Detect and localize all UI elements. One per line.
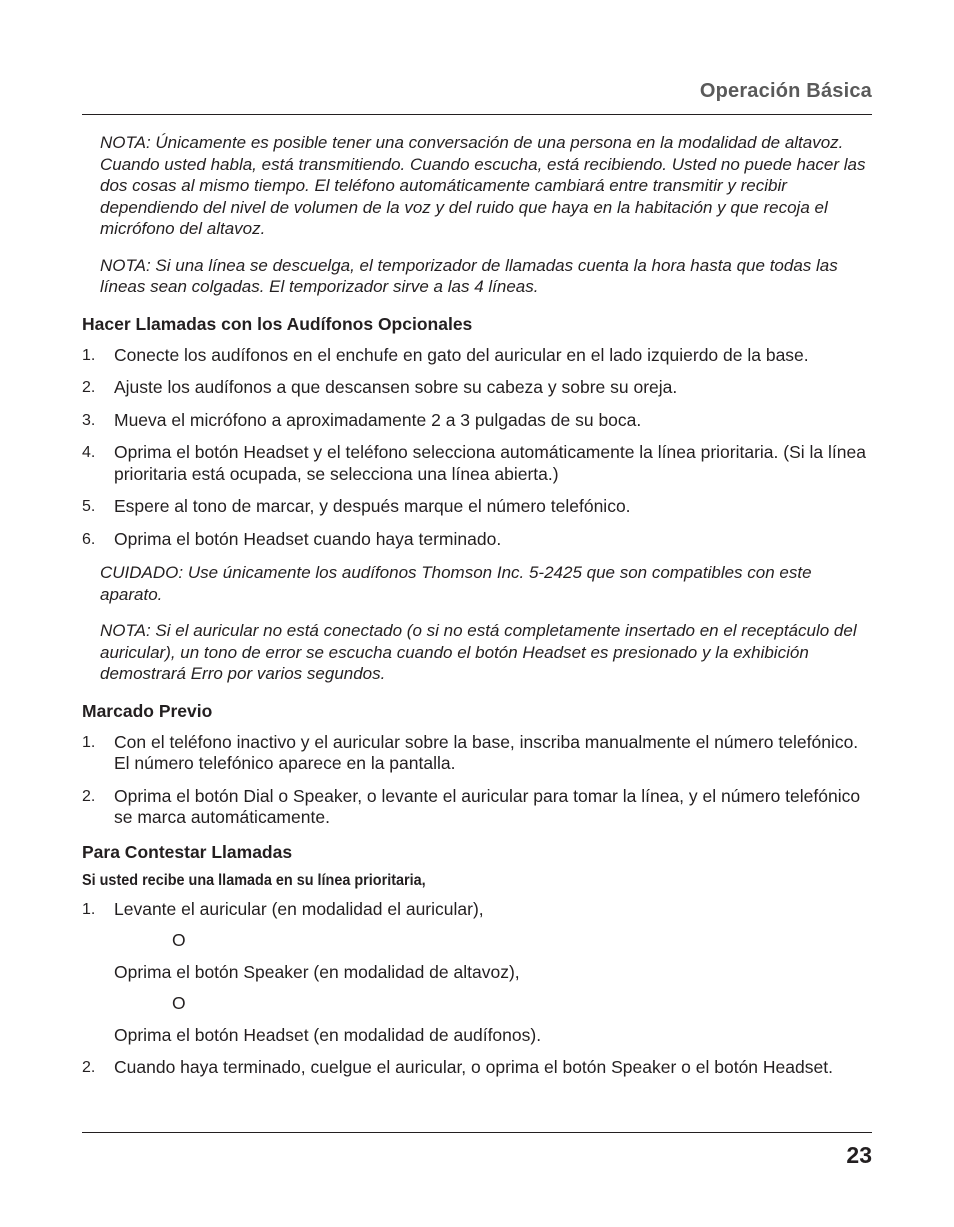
page-content (82, 132, 872, 1091)
page-number: 23 (846, 1142, 872, 1168)
list-item: 2. Cuando haya terminado, cuelgue el auricular, o oprima el botón Speaker o el botón Headset. (82, 1057, 833, 1077)
list-item: 4. Oprima el botón Headset y el teléfono selecciona automáticamente la línea prioritaria. (Si la línea prioritaria está ocupada, se selecciona una línea abierta.) (82, 442, 866, 484)
list-item: 5. Espere al tono de marcar, y después marque el número telefónico. (82, 496, 631, 516)
headset-steps-list (82, 345, 872, 551)
subheading-priority-line: Si usted recibe una llamada en su línea prioritaria, (82, 871, 426, 889)
note-call-timer: NOTA: Si una línea se descuelga, el temporizador de llamadas cuenta la hora hasta que todas las líneas sean colgadas. El temporizador sirve a las 4 líneas. (100, 255, 838, 296)
list-item: 2. Ajuste los audífonos a que descansen sobre su cabeza y sobre su oreja. (82, 377, 678, 397)
list-item: 1. Con el teléfono inactivo y el auricular sobre la base, inscriba manualmente el número telefónico. El número telefónico aparece en la pantalla. (82, 731, 859, 773)
list-item: 2. Oprima el botón Dial o Speaker, o levante el auricular para tomar la línea, y el número telefónico se marca automáticamente. (82, 785, 861, 827)
header-rule (82, 114, 872, 115)
list-item: 1. Levante el auricular (en modalidad el auricular), O Oprima el botón Speaker (en modalidad de altavoz), O Oprima el botón Headset (en modalidad de audífonos). (82, 899, 872, 1047)
predial-steps-list (82, 732, 872, 829)
heading-answer-calls: Para Contestar Llamadas (82, 841, 293, 862)
section-header-title: Operación Básica (699, 80, 872, 102)
footer-rule (82, 1132, 872, 1133)
list-item: 1. Conecte los audífonos en el enchufe en gato del auricular en el lado izquierdo de la base. (82, 344, 809, 365)
note-headset-error: NOTA: Si el auricular no está conectado (o si no está completamente insertado en el receptáculo del auricular), un tono de error se escucha cuando el botón Headset es presionado y la exhibición demostrará Erro por varios segundos. (100, 621, 857, 683)
answer-option-handset: Levante el auricular (en modalidad el auricular), (114, 898, 484, 919)
list-item: 6. Oprima el botón Headset cuando haya terminado. (82, 528, 502, 549)
caution-headset-model: CUIDADO: Use únicamente los audífonos Thomson Inc. 5-2425 que son compatibles con este aparato. (100, 563, 812, 604)
answer-steps-list (82, 899, 872, 1079)
or-separator: O (172, 930, 186, 950)
heading-predial: Marcado Previo (82, 700, 213, 721)
note-speakerphone: NOTA: Únicamente es posible tener una conversación de una persona en la modalidad de altavoz. Cuando usted habla, está transmitiendo. Cuando escucha, está recibiendo. Usted no puede hacer las dos cosas al mismo tiempo. El teléfono automáticamente cambiará entre transmitir y recibir dependiendo del nivel de volumen de la voz y del ruido que haya en la habitación y que recoja el micrófono del altavoz. (100, 133, 866, 238)
answer-option-speaker: Oprima el botón Speaker (en modalidad de altavoz), (114, 961, 520, 982)
list-item: 3. Mueva el micrófono a aproximadamente 2 a 3 pulgadas de su boca. (82, 409, 642, 430)
or-separator: O (172, 993, 186, 1013)
answer-option-headset: Oprima el botón Headset (en modalidad de audífonos). (114, 1024, 542, 1045)
heading-headset-calls: Hacer Llamadas con los Audífonos Opcionales (82, 313, 473, 334)
